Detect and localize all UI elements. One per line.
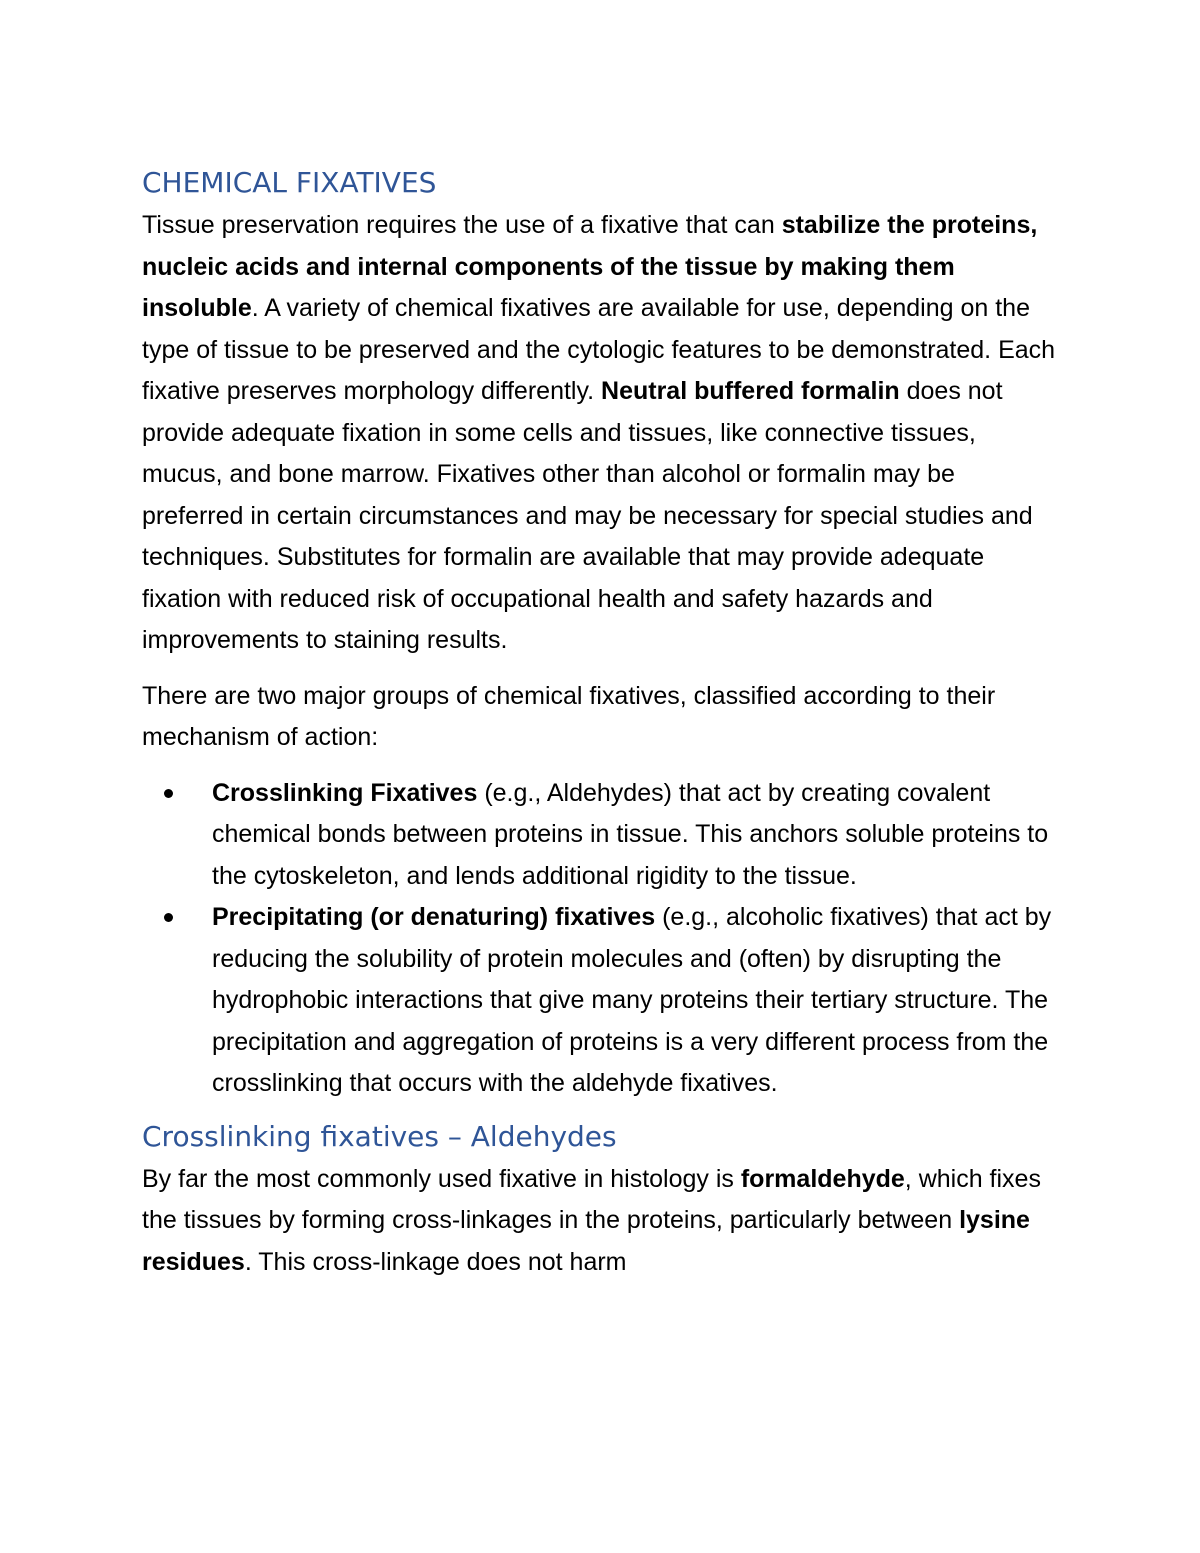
fixative-groups-list	[142, 773, 1062, 1105]
final-paragraph	[142, 1159, 1062, 1284]
list-item-text: (e.g., Aldehydes) that act by creating covalent chemical bonds between proteins in tissue. This anchors soluble proteins to the cytoskeleton, and lends additional rigidity to the tissue.	[212, 778, 1049, 890]
intro-text-1: Tissue preservation requires the use of a fixative that can	[142, 211, 782, 239]
groups-intro-paragraph: There are two major groups of chemical fixatives, classified according to their mechanism of action:	[142, 681, 996, 751]
intro-text-3: does not provide adequate fixation in some cells and tissues, like connective tissues, mucus, and bone marrow. Fixatives other than alcohol or formalin may be preferred in certain circumstances and may be necessary for special studies and techniques. Substitutes for formalin are available that may provide adequate fixation with reduced risk of occupational health and safety hazards and improvements to staining results.	[142, 377, 1033, 654]
section-heading: CHEMICAL FIXATIVES	[142, 166, 437, 199]
list-item-text: (e.g., alcoholic fixatives) that act by reducing the solubility of protein molecules and (often) by disrupting the hydrophobic interactions that give many proteins their tertiary structure. The precipitation and aggregation of proteins is a very different process from the crosslinking that occurs with the aldehyde fixatives.	[212, 903, 1052, 1097]
intro-bold-2: Neutral buffered formalin	[601, 377, 900, 405]
bullet-icon	[164, 789, 173, 798]
final-bold-1: formaldehyde	[740, 1164, 905, 1193]
document-page	[142, 163, 1062, 1297]
intro-bold-1: stabilize the proteins, nucleic acids and internal components of the tissue by making them insoluble	[142, 211, 1038, 322]
list-item	[142, 897, 1062, 1105]
final-text-1: By far the most commonly used fixative in histology is	[142, 1164, 741, 1193]
final-bold-2: lysine residues	[142, 1206, 1030, 1276]
intro-text-2: . A variety of chemical fixatives are available for use, depending on the type of tissue to be preserved and the cytologic features to be demonstrated. Each fixative preserves morphology differently.	[142, 294, 1056, 405]
final-text-3: . This cross-linkage does not harm	[244, 1247, 627, 1276]
list-item	[142, 773, 1062, 898]
final-text-2: , which fixes the tissues by forming cross-linkages in the proteins, particularly between	[142, 1164, 1041, 1234]
subsection-heading: Crosslinking fixatives – Aldehydes	[142, 1119, 617, 1153]
list-item-bold: Crosslinking Fixatives	[212, 778, 478, 807]
bullet-icon	[164, 913, 173, 922]
intro-paragraph	[142, 205, 1062, 662]
list-item-bold: Precipitating (or denaturing) fixatives	[212, 903, 656, 931]
